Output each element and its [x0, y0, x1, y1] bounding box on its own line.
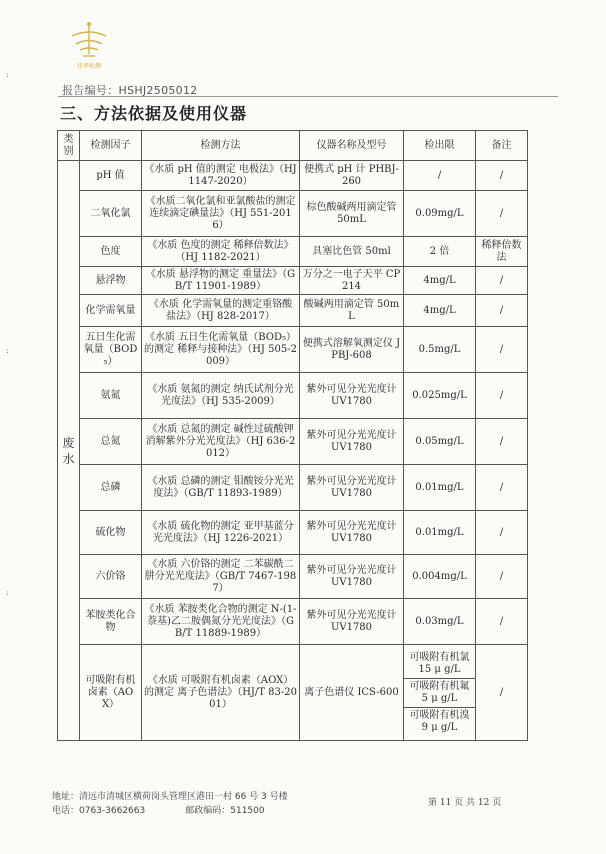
header-note: 备注: [476, 131, 528, 161]
footer-phone: 电话：0763-3662663: [52, 806, 146, 816]
note-cell: /: [476, 645, 528, 741]
note-cell: /: [476, 373, 528, 419]
limit-cell: 2 倍: [404, 237, 476, 267]
instrument-cell: 具塞比色管 50ml: [300, 237, 404, 267]
factor-cell: 总氮: [80, 419, 142, 465]
section-title: 三、方法依据及使用仪器: [60, 104, 248, 123]
method-table: [57, 130, 528, 741]
page-number: 第 11 页 共 12 页: [428, 798, 502, 808]
aox-limit-chlorine: 可吸附有机氯 15 μ g/L: [404, 650, 475, 679]
limit-cell: 0.01mg/L: [404, 465, 476, 511]
factor-cell: pH 值: [80, 161, 142, 191]
table-row: [58, 327, 528, 373]
limit-cell: [404, 645, 476, 741]
method-cell: 《水质 六价铬的测定 二苯碳酰二肼分光光度法》（GB/T 7467-1987）: [142, 555, 300, 599]
instrument-cell: 紫外可见分光光度计 UV1780: [300, 373, 404, 419]
margin-mark: :: [6, 70, 9, 79]
header-category: 类别: [58, 131, 80, 161]
table-row: [58, 555, 528, 599]
table-row: [58, 419, 528, 465]
note-cell: /: [476, 555, 528, 599]
company-logo: [66, 20, 112, 72]
margin-mark: :: [6, 588, 9, 597]
margin-mark: :: [6, 346, 9, 355]
limit-cell: /: [404, 161, 476, 191]
limit-cell: 0.03mg/L: [404, 599, 476, 645]
table-row: [58, 295, 528, 327]
header-limit: 检出限: [404, 131, 476, 161]
table-row: [58, 599, 528, 645]
logo-text: 佳华检测: [76, 63, 102, 70]
instrument-cell: 离子色谱仪 ICS-600: [300, 645, 404, 741]
limit-cell: 4mg/L: [404, 267, 476, 295]
limit-cell: 4mg/L: [404, 295, 476, 327]
note-cell: 稀释倍数法: [476, 237, 528, 267]
note-cell: /: [476, 267, 528, 295]
limit-cell: 0.01mg/L: [404, 511, 476, 555]
note-cell: /: [476, 327, 528, 373]
table-row-aox: [58, 645, 528, 741]
aox-limit-fluorine: 可吸附有机氟 5 μ g/L: [404, 678, 475, 707]
factor-cell: 五日生化需氧量（BOD₅）: [80, 327, 142, 373]
report-number: 报告编号：HSHJ2505012: [62, 84, 198, 97]
factor-cell: 苯胺类化合物: [80, 599, 142, 645]
table-row: [58, 267, 528, 295]
limit-cell: 0.5mg/L: [404, 327, 476, 373]
method-cell: 《水质 总氮的测定 碱性过硫酸钾消解紫外分光光度法》（HJ 636-2012）: [142, 419, 300, 465]
note-cell: /: [476, 511, 528, 555]
limit-cell: 0.025mg/L: [404, 373, 476, 419]
method-cell: 《水质 硫化物的测定 亚甲基蓝分光光度法》（HJ 1226-2021）: [142, 511, 300, 555]
category-cell: 废水: [58, 161, 80, 741]
limit-cell: 0.004mg/L: [404, 555, 476, 599]
note-cell: /: [476, 295, 528, 327]
method-cell: 《水质二氧化氯和亚氯酸盐的测定连续滴定碘量法》（HJ 551-2016）: [142, 191, 300, 237]
method-cell: 《水质 悬浮物的测定 重量法》（GB/T 11901-1989）: [142, 267, 300, 295]
table-row: [58, 465, 528, 511]
header-divider: [58, 96, 558, 97]
instrument-cell: 紫外可见分光光度计 UV1780: [300, 599, 404, 645]
factor-cell: 悬浮物: [80, 267, 142, 295]
instrument-cell: 便携式 pH 计 PHBJ-260: [300, 161, 404, 191]
factor-cell: 六价铬: [80, 555, 142, 599]
method-cell: 《水质 苯胺类化合物的测定 N-(1-萘基)乙二胺偶氮分光光度法》（GB/T 11889-1989）: [142, 599, 300, 645]
factor-cell: 氨氮: [80, 373, 142, 419]
footer-postcode: 邮政编码：511500: [185, 806, 265, 816]
instrument-cell: 紫外可见分光光度计 UV1780: [300, 555, 404, 599]
method-cell: 《水质 总磷的测定 钼酸铵分光光度法》（GB/T 11893-1989）: [142, 465, 300, 511]
note-cell: /: [476, 161, 528, 191]
factor-cell: 总磷: [80, 465, 142, 511]
note-cell: /: [476, 599, 528, 645]
instrument-cell: 棕色酸碱两用滴定管 50mL: [300, 191, 404, 237]
factor-cell: 化学需氧量: [80, 295, 142, 327]
header-factor: 检测因子: [80, 131, 142, 161]
table-row: [58, 511, 528, 555]
limit-cell: 0.09mg/L: [404, 191, 476, 237]
note-cell: /: [476, 419, 528, 465]
header-instrument: 仪器名称及型号: [300, 131, 404, 161]
method-cell: 《水质 可吸附有机卤素（AOX）的测定 离子色谱法》（HJ/T 83-2001）: [142, 645, 300, 741]
method-cell: 《水质 pH 值的测定 电极法》（HJ 1147-2020）: [142, 161, 300, 191]
method-cell: 《水质 五日生化需氧量（BOD₅）的测定 稀释与接种法》（HJ 505-2009）: [142, 327, 300, 373]
method-cell: 《水质 色度的测定 稀释倍数法》（HJ 1182-2021）: [142, 237, 300, 267]
instrument-cell: 紫外可见分光光度计 UV1780: [300, 465, 404, 511]
aox-limit-bromine: 可吸附有机溴 9 μ g/L: [409, 709, 470, 733]
note-cell: /: [476, 191, 528, 237]
table-row: [58, 191, 528, 237]
footer-contact: [52, 790, 288, 818]
instrument-cell: 紫外可见分光光度计 UV1780: [300, 511, 404, 555]
instrument-cell: 便携式溶解氧测定仪 JPBJ-608: [300, 327, 404, 373]
table-row: [58, 373, 528, 419]
table-row: [58, 161, 528, 191]
method-cell: 《水质 氨氮的测定 纳氏试剂分光光度法》（HJ 535-2009）: [142, 373, 300, 419]
instrument-cell: 酸碱两用滴定管 50mL: [300, 295, 404, 327]
note-cell: /: [476, 465, 528, 511]
footer-address: 地址：清远市清城区横荷岗头管理区港田一村 66 号 3 号楼: [52, 792, 288, 802]
factor-cell: 硫化物: [80, 511, 142, 555]
limit-cell: 0.05mg/L: [404, 419, 476, 465]
table-row: [58, 237, 528, 267]
method-cell: 《水质 化学需氧量的测定重铬酸盐法》（HJ 828-2017）: [142, 295, 300, 327]
instrument-cell: 紫外可见分光光度计 UV1780: [300, 419, 404, 465]
factor-cell: 二氧化氯: [80, 191, 142, 237]
aox-limit-subtable: [404, 650, 475, 736]
factor-cell: 色度: [80, 237, 142, 267]
instrument-cell: 万分之一电子天平 CP 214: [300, 267, 404, 295]
factor-cell: 可吸附有机卤素（AOX）: [80, 645, 142, 741]
header-method: 检测方法: [142, 131, 300, 161]
